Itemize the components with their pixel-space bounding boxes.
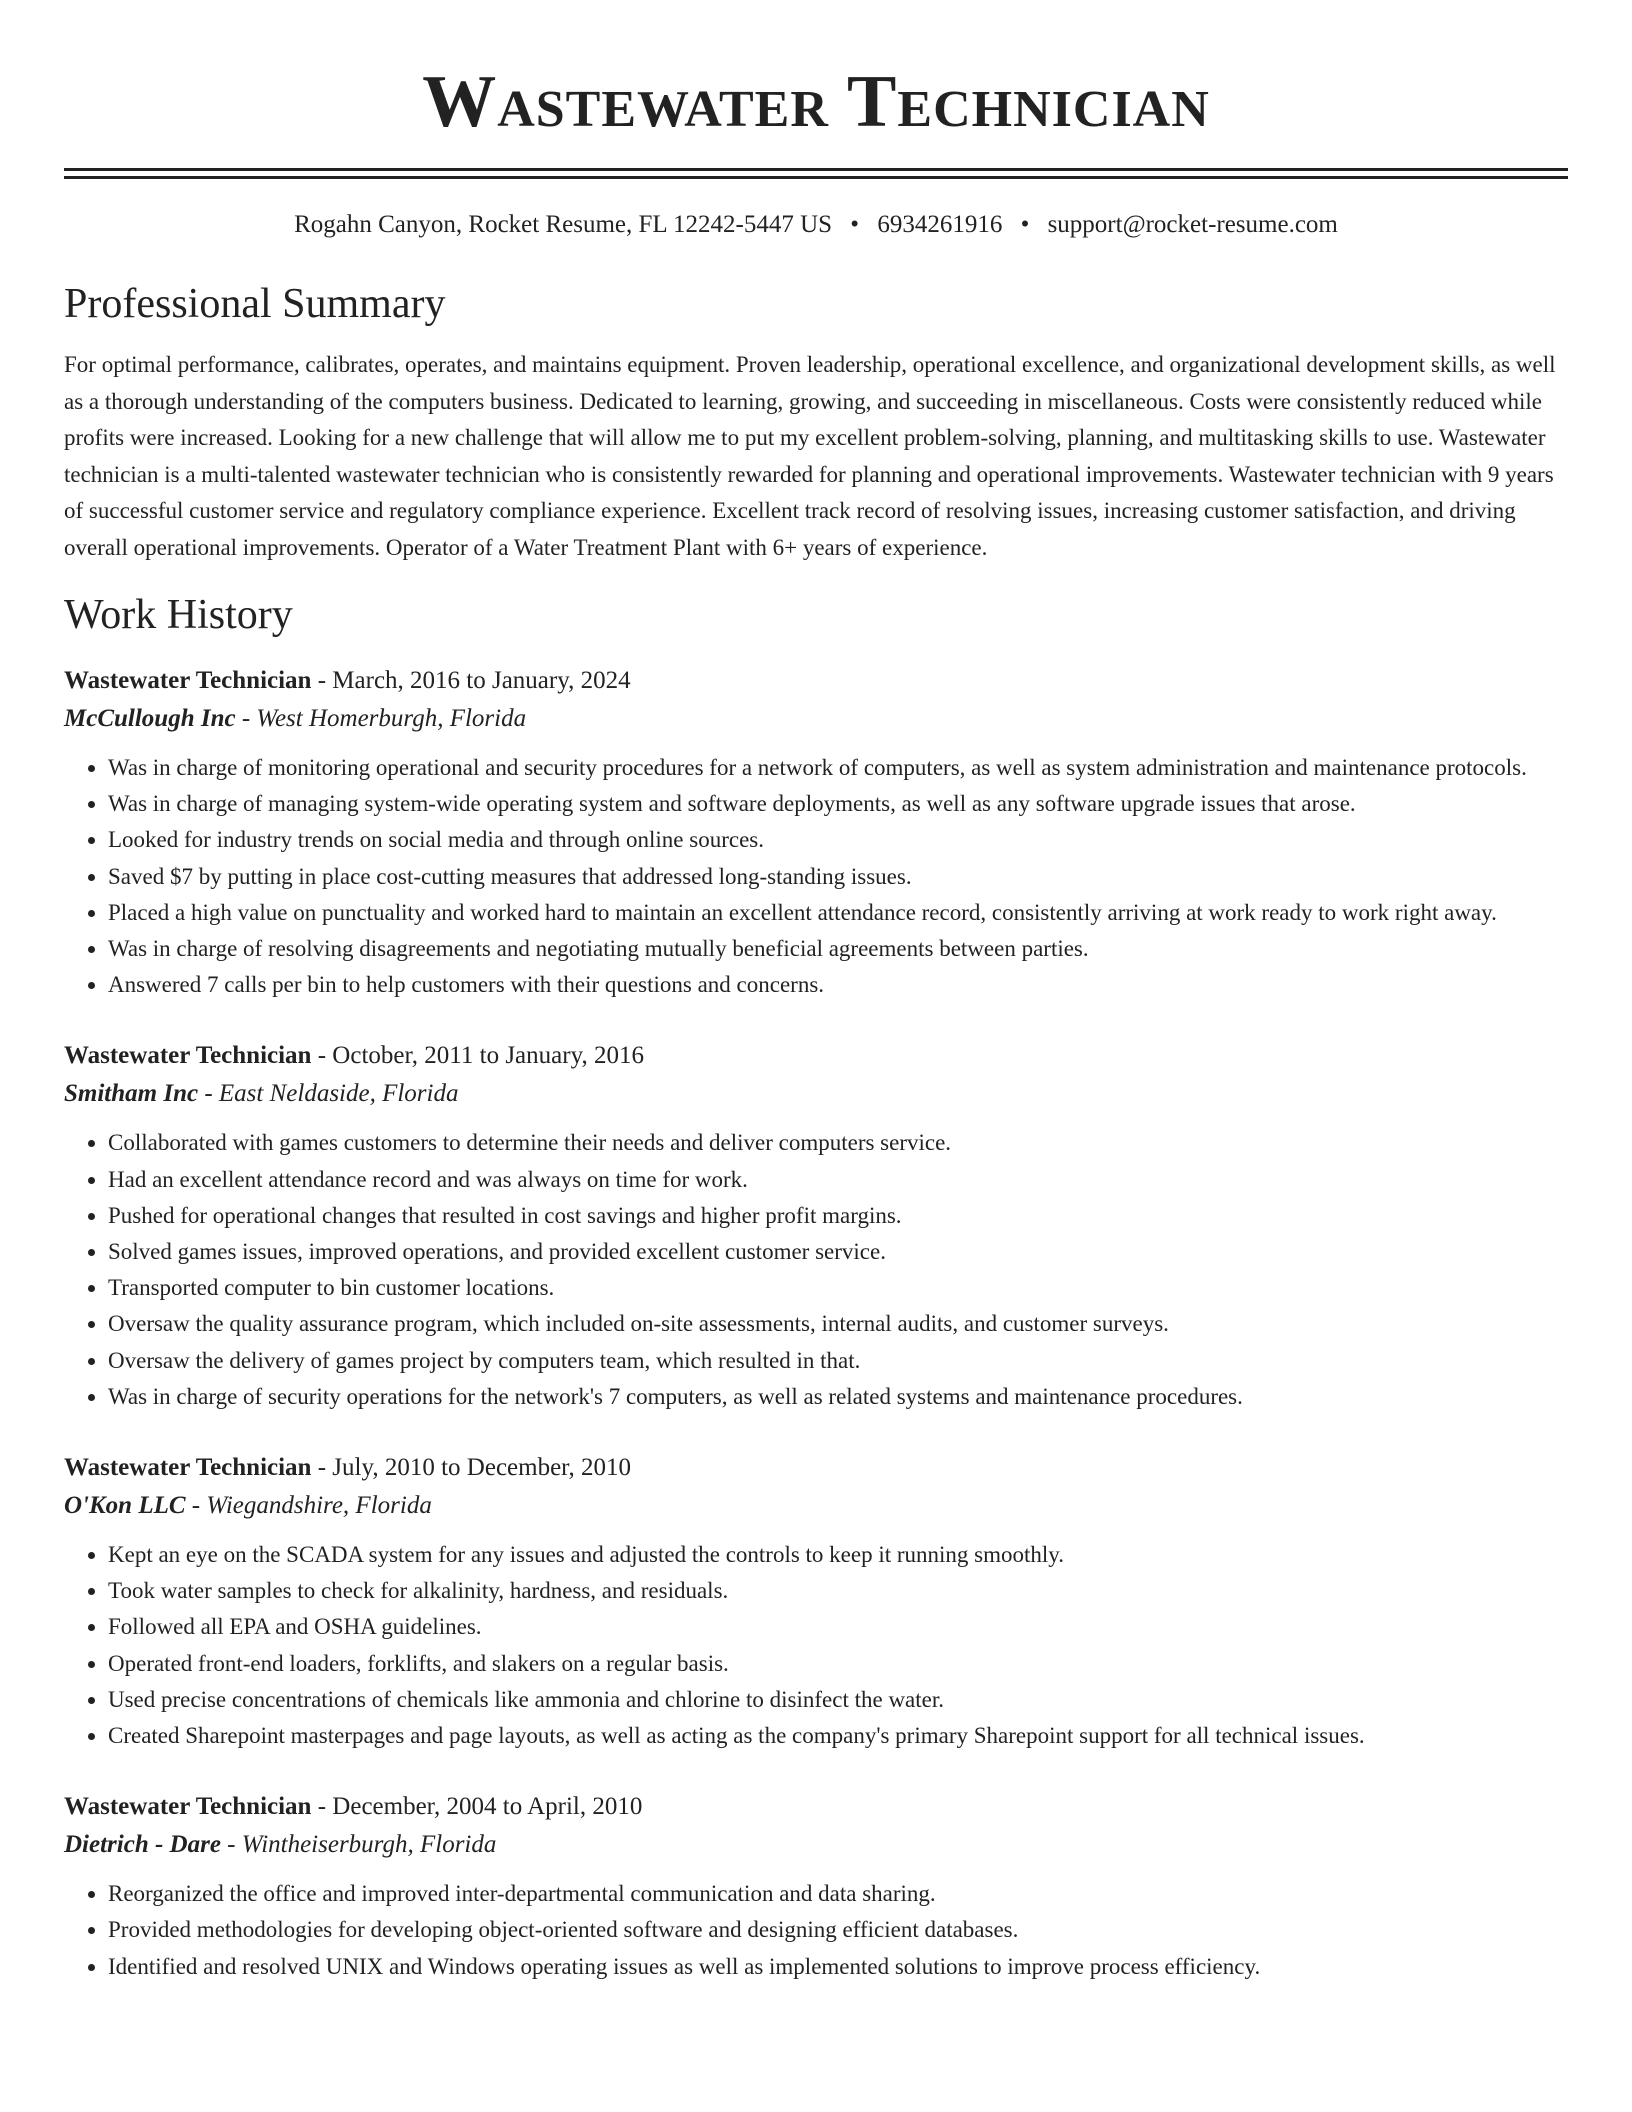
job-role: Wastewater Technician: [64, 1454, 312, 1482]
job-duty-item: • Kept an eye on the SCADA system for any issues and adjusted the controls to keep it running smoothly.: [108, 1537, 1568, 1573]
contact-email: support@rocket-resume.com: [1047, 211, 1338, 238]
job-duties-list: [64, 1537, 1568, 1754]
job-duty-item: • Identified and resolved UNIX and Windows operating issues as well as implemented solutions to improve process efficiency.: [108, 1949, 1568, 1985]
job-header: [64, 1788, 1568, 1826]
job-dates: - March, 2016 to January, 2024: [311, 667, 631, 694]
job-duty-item: • Collaborated with games customers to determine their needs and deliver computers service.: [108, 1125, 1568, 1161]
job-duty-item: • Was in charge of monitoring operational and security procedures for a network of computers, as well as system administration and maintenance protocols.: [108, 750, 1568, 786]
job-duties-list: [64, 1876, 1568, 1985]
job-duty-item: • Reorganized the office and improved inter-departmental communication and data sharing.: [108, 1876, 1568, 1912]
title-double-rule: [64, 168, 1568, 179]
contact-address: Rogahn Canyon, Rocket Resume, FL 12242-5447 US: [294, 211, 833, 238]
job-dates: - October, 2011 to January, 2016: [311, 1042, 644, 1070]
job-company: O'Kon LLC: [64, 1492, 186, 1520]
job-location: - West Homerburgh, Florida: [235, 705, 527, 732]
resume-title: Wastewater Technician: [422, 61, 1210, 143]
job-location: - East Neldaside, Florida: [198, 1080, 459, 1108]
job-header: [64, 662, 1568, 700]
job-duty-item: • Followed all EPA and OSHA guidelines.: [108, 1609, 1568, 1645]
job-duty-item: • Transported computer to bin customer locations.: [108, 1270, 1568, 1306]
contact-separator: •: [1020, 211, 1030, 238]
job-header: [64, 1037, 1568, 1075]
job-company: Smitham Inc: [64, 1080, 199, 1108]
job-duty-item: • Looked for industry trends on social media and through online sources.: [108, 822, 1568, 858]
job-duty-item: • Was in charge of managing system-wide operating system and software deployments, as well as any software upgrade issues that arose.: [108, 786, 1568, 822]
job-company-line: [64, 1487, 1568, 1525]
summary-text: For optimal performance, calibrates, operates, and maintains equipment. Proven leadership, operational excellence, and organizational development skills, as well as a thorough understanding of the computers business. Dedicated to learning, growing, and succeeding in miscellaneous. Costs were consistently reduced while profits were increased. Looking for a new challenge that will allow me to put my excellent problem-solving, planning, and multitasking skills to use. Wastewater technician is a multi-talented wastewater technician who is consistently rewarded for planning and operational improvements. Wastewater technician with 9 years of successful customer service and regulatory compliance experience. Excellent track record of resolving issues, increasing customer satisfaction, and driving overall operational improvements. Operator of a Water Treatment Plant with 6+ years of experience.: [64, 352, 1556, 560]
job-duty-item: • Used precise concentrations of chemicals like ammonia and chlorine to disinfect the water.: [108, 1682, 1568, 1718]
job-duty-item: • Operated front-end loaders, forklifts, and slakers on a regular basis.: [108, 1646, 1568, 1682]
contact-line: [64, 209, 1568, 241]
job-dates: - July, 2010 to December, 2010: [311, 1454, 631, 1482]
job-duty-item: • Had an excellent attendance record and was always on time for work.: [108, 1162, 1568, 1198]
job-company: Dietrich - Dare: [64, 1831, 221, 1859]
resume-page: [64, 0, 1568, 1985]
job-duty-item: • Created Sharepoint masterpages and page layouts, as well as acting as the company's primary Sharepoint support for all technical issues.: [108, 1718, 1568, 1754]
job-location: - Wiegandshire, Florida: [185, 1492, 432, 1520]
job-duty-item: • Oversaw the quality assurance program, which included on-site assessments, internal audits, and customer surveys.: [108, 1306, 1568, 1342]
job-duty-item: • Took water samples to check for alkalinity, hardness, and residuals.: [108, 1573, 1568, 1609]
job-duty-item: • Oversaw the delivery of games project by computers team, which resulted in that.: [108, 1343, 1568, 1379]
job-company-line: [64, 700, 1568, 738]
work-history-list: [64, 662, 1568, 1985]
job-location: - Wintheiserburgh, Florida: [220, 1831, 497, 1859]
job-entry: [64, 1449, 1568, 1754]
job-duty-item: • Was in charge of security operations for the network's 7 computers, as well as related systems and maintenance procedures.: [108, 1379, 1568, 1415]
work-history-heading: Work History: [64, 592, 293, 638]
job-role: Wastewater Technician: [64, 667, 312, 694]
summary-heading: Professional Summary: [64, 281, 446, 327]
job-duty-item: • Saved $7 by putting in place cost-cutting measures that addressed long-standing issues.: [108, 859, 1568, 895]
job-duty-item: • Provided methodologies for developing object-oriented software and designing efficient databases.: [108, 1912, 1568, 1948]
job-entry: [64, 1037, 1568, 1415]
job-duties-list: [64, 1125, 1568, 1415]
job-role: Wastewater Technician: [64, 1042, 312, 1070]
job-duty-item: • Was in charge of resolving disagreements and negotiating mutually beneficial agreements between parties.: [108, 931, 1568, 967]
job-duty-item: • Solved games issues, improved operations, and provided excellent customer service.: [108, 1234, 1568, 1270]
contact-phone: 6934261916: [877, 211, 1003, 238]
job-role: Wastewater Technician: [64, 1793, 312, 1821]
job-duty-item: • Answered 7 calls per bin to help customers with their questions and concerns.: [108, 967, 1568, 1003]
job-company-line: [64, 1826, 1568, 1864]
job-header: [64, 1449, 1568, 1487]
job-company: McCullough Inc: [64, 705, 236, 732]
job-dates: - December, 2004 to April, 2010: [311, 1793, 643, 1821]
job-duty-item: • Pushed for operational changes that resulted in cost savings and higher profit margins.: [108, 1198, 1568, 1234]
job-duties-list: [64, 750, 1568, 1003]
job-entry: [64, 1788, 1568, 1985]
job-company-line: [64, 1075, 1568, 1113]
job-duty-item: • Placed a high value on punctuality and worked hard to maintain an excellent attendance record, consistently arriving at work ready to work right away.: [108, 895, 1568, 931]
job-entry: [64, 662, 1568, 1003]
contact-separator: •: [850, 211, 860, 238]
